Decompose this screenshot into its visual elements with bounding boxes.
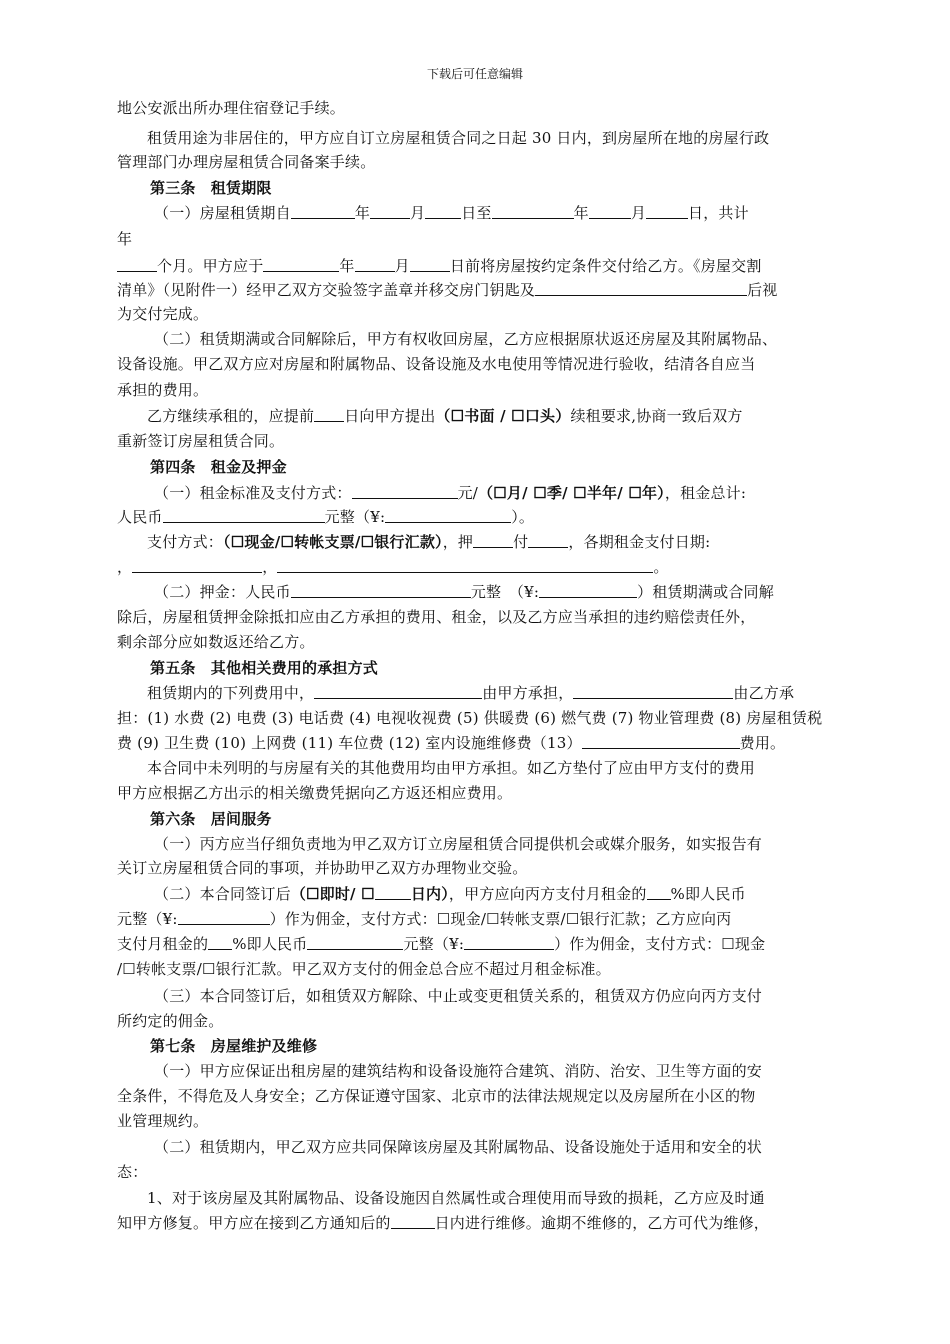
text-line: （三）本合同签订后，如租赁双方解除、中止或变更租赁关系的，租赁双方仍应向丙方支付 (154, 987, 763, 1005)
text-line: 为交付完成。 (117, 305, 209, 323)
text-line: 乙方继续承租的，应提前 日向甲方提出（☐书面 / ☐口头）续租要求,协商一致后双方 (147, 407, 743, 425)
text-line: ， ， 。 (117, 558, 669, 576)
text-line: 剩余部分应如数返还给乙方。 (117, 633, 315, 651)
text-line: 重新签订房屋租赁合同。 (117, 432, 285, 450)
text-line: 管理部门办理房屋租赁合同备案手续。 (117, 153, 376, 171)
text-line: 本合同中未列明的与房屋有关的其他费用均由甲方承担。如乙方垫付了应由甲方支付的费用 (147, 759, 756, 777)
text-line: 甲方应根据乙方出示的相关缴费凭据向乙方返还相应费用。 (117, 784, 513, 802)
text-line: 人民币 元整（¥: ）。 (117, 508, 535, 526)
text-line: 业管理规约。 (117, 1112, 209, 1130)
section-heading: 第五条 其他相关费用的承担方式 (150, 659, 379, 677)
text-line: 支付方式：（☐现金/☐转帐支票/☐银行汇款），押 付 ，各期租金支付日期: (147, 533, 711, 551)
text-line: （一）甲方应保证出租房屋的建筑结构和设备设施符合建筑、消防、治安、卫生等方面的安 (154, 1062, 763, 1080)
text-line: 关订立房屋租赁合同的事项，并协助甲乙双方办理物业交验。 (117, 859, 528, 877)
section-heading: 第三条 租赁期限 (150, 179, 272, 197)
text-line: （一）房屋租赁期自 年 月 日至 年 月 日，共计 (154, 204, 749, 222)
text-line: 租赁期内的下列费用中， 由甲方承担， 由乙方承 (147, 684, 795, 702)
text-line: 态： (117, 1163, 148, 1181)
text-line: 个月。甲方应于 年 月 日前将房屋按约定条件交付给乙方。《房屋交割 (117, 255, 762, 277)
text-line: 所约定的佣金。 (117, 1012, 224, 1030)
text-line: （一）租金标准及支付方式： 元/（☐月/ ☐季/ ☐半年/ ☐年），租金总计: (154, 484, 747, 502)
text-line: 年 (117, 230, 133, 248)
text-line: 清单》（见附件一）经甲乙双方交验签字盖章并移交房门钥匙及 后视 (117, 281, 778, 299)
text-line: 设备设施。甲乙双方应对房屋和附属物品、设备设施及水电使用等情况进行验收，结清各自应当 (117, 355, 756, 373)
text-line: 1、对于该房屋及其附属物品、设备设施因自然属性或合理使用而导致的损耗，乙方应及时通 (147, 1189, 765, 1207)
text-line: 知甲方修复。甲方应在接到乙方通知后的 日内进行维修。逾期不维修的，乙方可代为维修， (117, 1214, 770, 1232)
text-line: 担：(1) 水费 (2) 电费 (3) 电话费 (4) 电视收视费 (5) 供暖费 (6) 燃气费 (7) 物业管理费 (8) 房屋租赁税 (117, 709, 823, 727)
text-line: 费 (9) 卫生费 (10) 上网费 (11) 车位费 (12) 室内设施维修费（13） 费用。 (117, 734, 786, 752)
text-line: 租赁用途为非居住的，甲方应自订立房屋租赁合同之日起 30 日内，到房屋所在地的房屋行政 (147, 129, 770, 147)
section-heading: 第七条 房屋维护及维修 (150, 1037, 318, 1055)
text-line: （二）押金：人民币 元整 （¥: ）租赁期满或合同解 (154, 583, 774, 601)
text-line: 支付月租金的 %即人民币 元整（¥: ）作为佣金，支付方式：☐现金 (117, 935, 766, 953)
text-line: 除后，房屋租赁押金除抵扣应由乙方承担的费用、租金，以及乙方应当承担的违约赔偿责任外， (117, 608, 756, 626)
text-line: 地公安派出所办理住宿登记手续。 (117, 99, 346, 117)
page-header: 下载后可任意编辑 (426, 67, 523, 81)
text-line: /☐转帐支票/☐银行汇款。甲乙双方支付的佣金总合应不超过月租金标准。 (117, 960, 611, 978)
text-line: （二）本合同签订后（☐即时/ ☐ 日内），甲方应向丙方支付月租金的 %即人民币 (154, 885, 746, 903)
text-line: （二）租赁期内，甲乙双方应共同保障该房屋及其附属物品、设备设施处于适用和安全的状 (154, 1138, 763, 1156)
text-line: 元整（¥: ）作为佣金，支付方式：☐现金/☐转帐支票/☐银行汇款；乙方应向丙 (117, 910, 732, 928)
text-line: 承担的费用。 (117, 381, 209, 399)
text-line: 全条件，不得危及人身安全；乙方保证遵守国家、北京市的法律法规规定以及房屋所在小区的物 (117, 1087, 756, 1105)
section-heading: 第四条 租金及押金 (150, 458, 287, 476)
text-line: （一）丙方应当仔细负责地为甲乙双方订立房屋租赁合同提供机会或媒介服务，如实报告有 (154, 835, 763, 853)
text-line: （二）租赁期满或合同解除后，甲方有权收回房屋，乙方应根据原状返还房屋及其附属物品、 (154, 330, 778, 348)
section-heading: 第六条 居间服务 (150, 810, 272, 828)
